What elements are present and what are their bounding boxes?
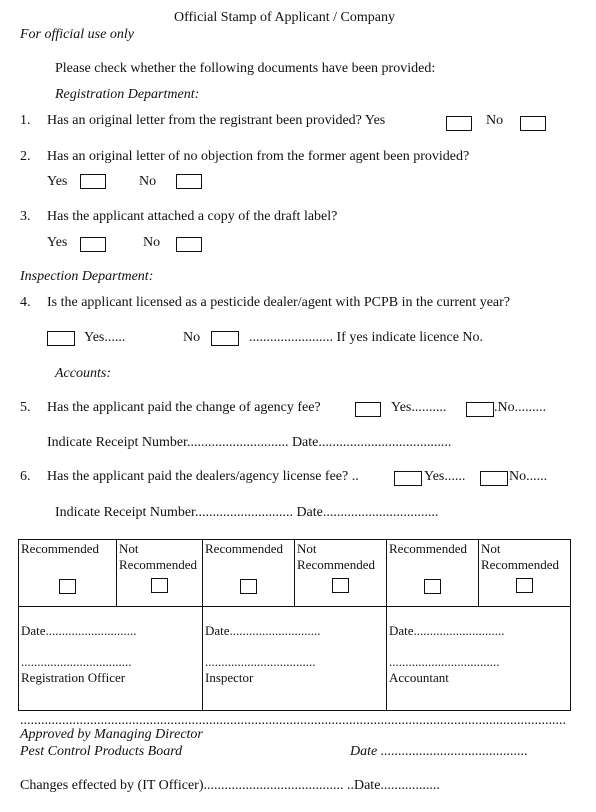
acc-recommended-checkbox[interactable] [424,579,441,594]
registration-sign-line: .................................. [21,654,132,669]
inspection-department-heading: Inspection Department: [20,269,154,284]
q4-licence-line: ........................ If yes indicate licence No. [249,330,484,345]
q1-text: Has an original letter from the registrant been provided? Yes [47,113,386,128]
reg-not-label: Not [119,541,139,556]
insp-recommended-cell [203,540,295,607]
q2-yes-label: Yes [47,174,68,189]
approval-date-line: Date .......................................... [350,744,528,759]
q3-no-label: No [143,235,161,250]
inspector-label: Inspector [205,670,254,685]
q6-no-checkbox[interactable] [480,471,508,486]
acc-recommended-cell [387,540,479,607]
q1-number: 1. [20,113,31,128]
inspector-date-line: Date............................ [205,623,321,638]
board-label: Pest Control Products Board [20,744,183,759]
inspector-cell [203,607,387,711]
q3-yes-checkbox[interactable] [80,237,106,252]
reg-not-recommended-cell [117,540,203,607]
q2-yes-checkbox[interactable] [80,174,106,189]
recommendation-grid [18,539,571,711]
q4-number: 4. [20,295,31,310]
q2-no-checkbox[interactable] [176,174,202,189]
inspector-sign-line: .................................. [205,654,316,669]
insp-not-label: Not [297,541,317,556]
q5-number: 5. [20,400,31,415]
q4-yes-label: Yes...... [84,330,126,345]
q2-number: 2. [20,149,31,164]
q2-text: Has an original letter of no objection from the former agent been provided? [47,149,470,164]
approval-signature-line: ............................................................................................................................................................ [20,713,566,728]
acc-not-recommended-cell [479,540,571,607]
registration-date-line: Date............................ [21,623,137,638]
q3-number: 3. [20,209,31,224]
q6-number: 6. [20,469,31,484]
q4-no-checkbox[interactable] [211,331,239,346]
reg-recommended-label-2: Recommended [119,557,197,572]
accountant-cell [387,607,571,711]
q5-no-label: .No......... [494,400,547,415]
insp-not-recommended-cell [295,540,387,607]
registration-officer-cell [19,607,203,711]
q4-no-label: No [183,330,201,345]
q5-receipt-line: Indicate Receipt Number............................. Date...................................... [47,435,452,450]
reg-recommended-label: Recommended [21,541,99,556]
reg-recommended-checkbox[interactable] [59,579,76,594]
q5-yes-label: Yes.......... [391,400,447,415]
q6-no-label: No...... [509,469,548,484]
registration-department-heading: Registration Department: [55,87,200,102]
q1-no-checkbox[interactable] [520,116,546,131]
intro-text: Please check whether the following documents have been provided: [55,61,436,76]
q1-no-label: No [486,113,504,128]
acc-not-label: Not [481,541,501,556]
q3-text: Has the applicant attached a copy of the draft label? [47,209,338,224]
q6-text: Has the applicant paid the dealers/agency license fee? .. [47,469,359,484]
q5-no-checkbox[interactable] [466,402,494,417]
insp-recommended-label: Recommended [205,541,283,556]
official-use-label: For official use only [20,27,134,42]
stamp-title: Official Stamp of Applicant / Company [174,10,395,25]
q6-yes-checkbox[interactable] [394,471,422,486]
q6-yes-label: Yes...... [424,469,466,484]
accountant-sign-line: .................................. [389,654,500,669]
accountant-label: Accountant [389,670,449,685]
insp-not-recommended-checkbox[interactable] [332,578,349,593]
q5-text: Has the applicant paid the change of agency fee? [47,400,321,415]
approved-by-label: Approved by Managing Director [20,727,203,742]
q6-receipt-line: Indicate Receipt Number............................ Date................................. [55,505,439,520]
q4-text: Is the applicant licensed as a pesticide dealer/agent with PCPB in the current year? [47,295,511,310]
acc-recommended-label: Recommended [389,541,467,556]
q3-yes-label: Yes [47,235,68,250]
acc-not-recommended-checkbox[interactable] [516,578,533,593]
changes-effected-line: Changes effected by (IT Officer)........................................ ..Date................. [20,778,440,793]
reg-recommended-cell [19,540,117,607]
accounts-heading: Accounts: [55,366,111,381]
reg-not-recommended-checkbox[interactable] [151,578,168,593]
insp-recommended-checkbox[interactable] [240,579,257,594]
acc-recommended-label-2: Recommended [481,557,559,572]
q3-no-checkbox[interactable] [176,237,202,252]
q1-yes-checkbox[interactable] [446,116,472,131]
registration-officer-label: Registration Officer [21,670,126,685]
q4-yes-checkbox[interactable] [47,331,75,346]
accountant-date-line: Date............................ [389,623,505,638]
q5-yes-checkbox[interactable] [355,402,381,417]
q2-no-label: No [139,174,157,189]
insp-recommended-label-2: Recommended [297,557,375,572]
